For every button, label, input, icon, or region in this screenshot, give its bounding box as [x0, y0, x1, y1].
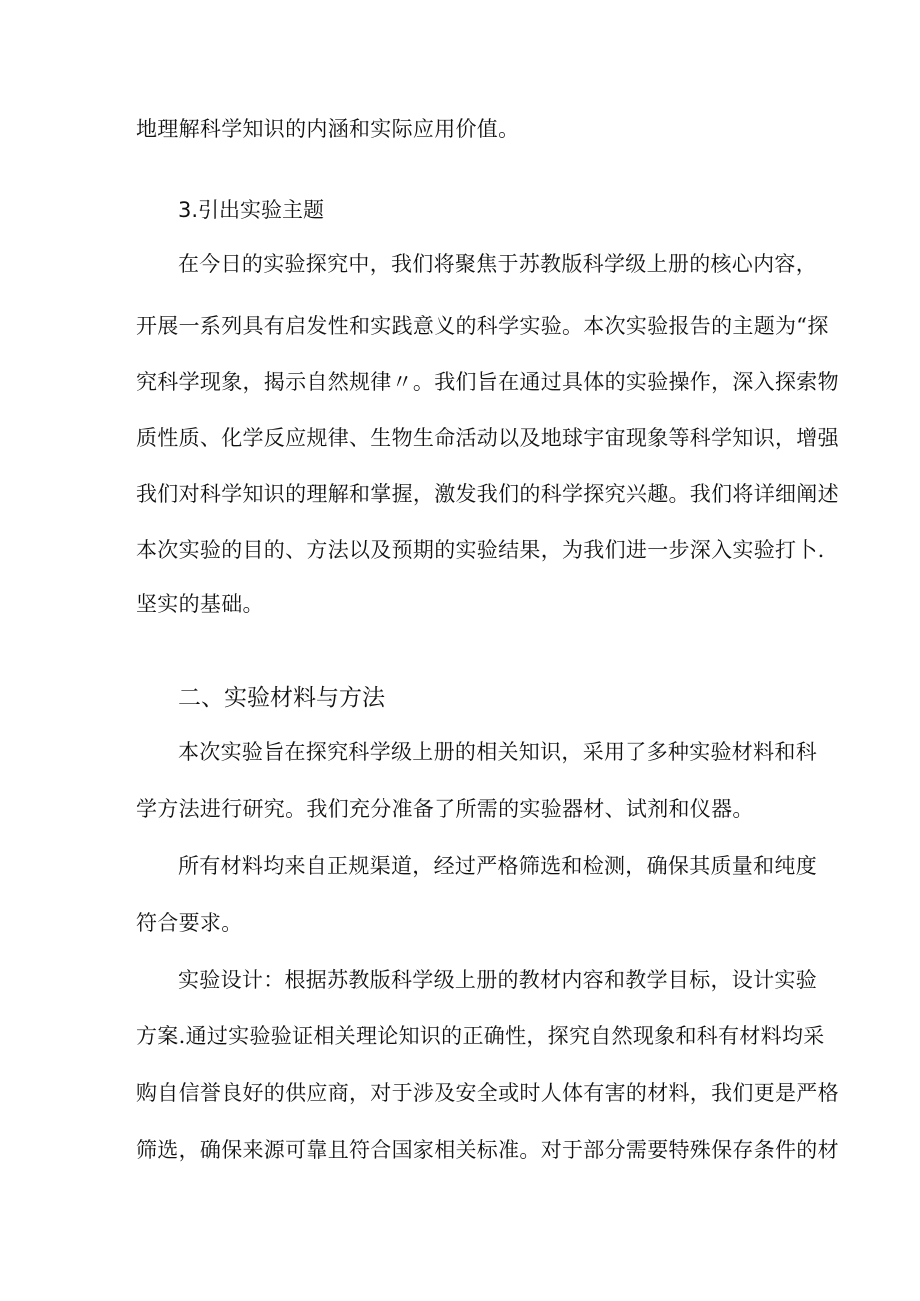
- paragraph-line: 本次实验旨在探究科学级上册的相关知识，采用了多种实验材料和科: [178, 740, 817, 764]
- paragraph-line: 地理解科学知识的内涵和实际应用价值。: [136, 117, 520, 141]
- paragraph-line: 所有材料均来自正规渠道，经过严格筛选和检测，确保其质量和纯度: [178, 854, 817, 878]
- paragraph-line: 我们对科学知识的理解和掌握，激发我们的科学探究兴趣。我们将详细阐述: [136, 482, 839, 506]
- paragraph-line: 符合要求。: [136, 911, 243, 935]
- paragraph-line: 开展一系列具有启发性和实践意义的科学实验。本次实验报告的主题为“探: [136, 314, 829, 338]
- paragraph-line: 质性质、化学反应规律、生物生命活动以及地球宇宙现象等科学知识，增强: [136, 426, 839, 450]
- paragraph-line: 究科学现象，揭示自然规律〃。我们旨在通过具体的实验操作，深入探索物: [136, 370, 839, 394]
- paragraph-line: 购自信誉良好的供应商，对于涉及安全或时人体有害的材料，我们更是严格: [136, 1081, 839, 1105]
- chapter-heading: 二、实验材料与方法: [178, 685, 385, 711]
- paragraph-line: 实验设计：根据苏教版科学级上册的教材内容和教学目标，设计实验: [178, 968, 817, 992]
- paragraph-line: 学方法进行研究。我们充分准备了所需的实验器材、试剂和仪器。: [136, 797, 754, 821]
- paragraph-line: 在今日的实验探究中，我们将聚焦于苏教版科学级上册的核心内容，: [178, 252, 817, 276]
- section-heading: 3.引出实验主题: [178, 198, 325, 222]
- paragraph-line: 坚实的基础。: [136, 592, 264, 616]
- paragraph-line: 方案.通过实验验证相关理论知识的正确性，探究自然现象和科有材料均采: [136, 1024, 825, 1048]
- paragraph-line: 本次实验的目的、方法以及预期的实验结果，为我们进一步深入实验打卜.: [136, 538, 825, 562]
- paragraph-line: 筛选，确保来源可靠且符合国家相关标准。对于部分需要特殊保存条件的材: [136, 1138, 839, 1162]
